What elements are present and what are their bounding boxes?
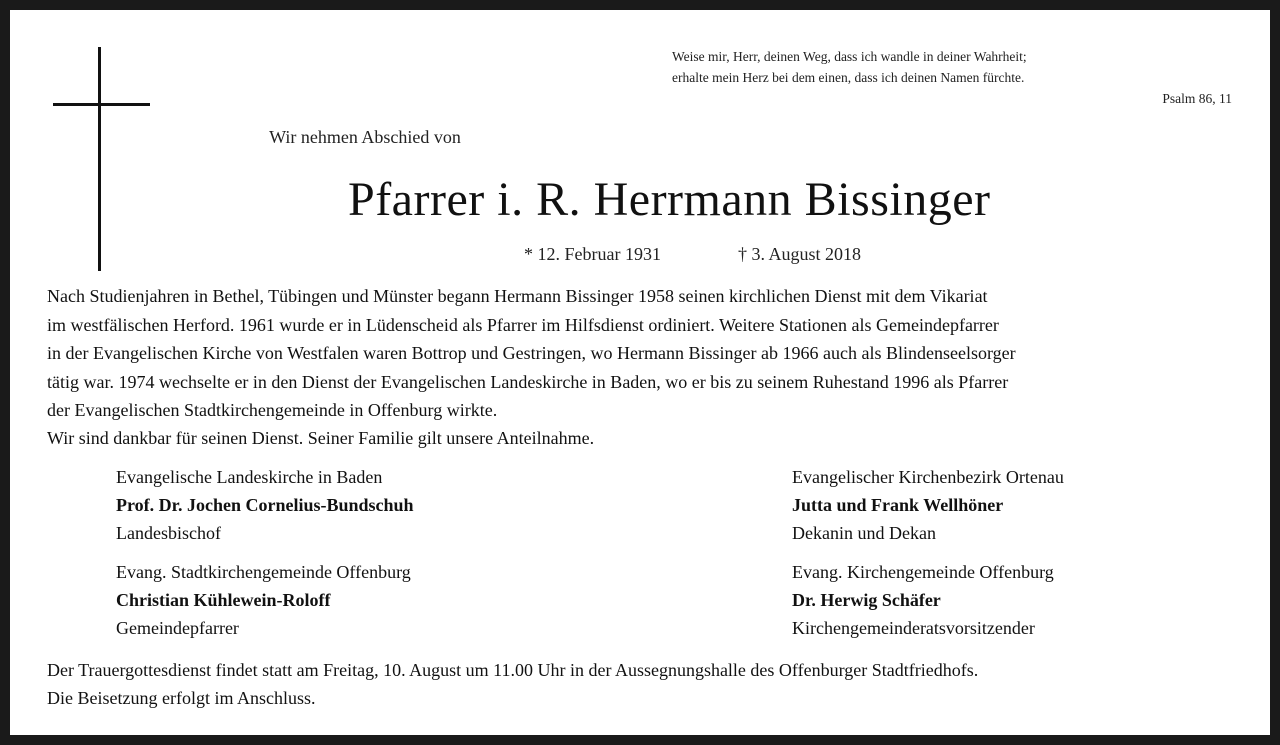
signatory-block [116, 558, 411, 642]
signatory-role: Kirchengemeinderatsvorsitzender [792, 618, 1035, 638]
biography-line: tätig war. 1974 wechselte er in den Dienst der Evangelischen Landeskirche in Baden, wo er bis zu seinem Ruhestand 1996 als Pfarrer [47, 371, 1009, 392]
service-line: Die Beisetzung erfolgt im Anschluss. [47, 688, 316, 708]
birth-date: * 12. Februar 1931 [524, 244, 661, 264]
signatory-role: Gemeindepfarrer [116, 618, 239, 638]
signatory-org: Evang. Kirchengemeinde Offenburg [792, 562, 1054, 582]
deceased-name: Pfarrer i. R. Herrmann Bissinger [348, 173, 991, 226]
biography-line: der Evangelischen Stadtkirchengemeinde in Offenburg wirkte. [47, 400, 498, 420]
intro-text: Wir nehmen Abschied von [269, 127, 461, 147]
signatory-org: Evangelische Landeskirche in Baden [116, 467, 383, 487]
biography-line: Nach Studienjahren in Bethel, Tübingen und Münster begann Hermann Bissinger 1958 seinen kirchlichen Dienst mit dem Vikariat [47, 286, 988, 306]
signatory-block [116, 463, 414, 547]
funeral-service-info [47, 656, 1237, 712]
signatory-org: Evangelischer Kirchenbezirk Ortenau [792, 467, 1064, 487]
cross-icon [98, 47, 101, 271]
biography-line: im westfälischen Herford. 1961 wurde er in Lüdenscheid als Pfarrer im Hilfsdienst ordiniert. Weitere Stationen als Gemeindepfarrer [47, 314, 999, 335]
signatory-block [792, 558, 1054, 642]
signatory-person: Dr. Herwig Schäfer [792, 590, 941, 610]
signatory-role: Dekanin und Dekan [792, 523, 936, 543]
service-line: Der Trauergottesdienst findet statt am Freitag, 10. August um 11.00 Uhr in der Aussegnungshalle des Offenburger Stadtfriedhofs. [47, 660, 979, 680]
death-date: † 3. August 2018 [738, 244, 862, 264]
signatory-person: Prof. Dr. Jochen Cornelius-Bundschuh [116, 495, 414, 515]
signatory-org: Evang. Stadtkirchengemeinde Offenburg [116, 562, 411, 582]
intro-line [10, 127, 1280, 148]
signatory-person: Christian Kühlewein-Roloff [116, 590, 331, 610]
psalm-line-1: Weise mir, Herr, deinen Weg, dass ich wandle in deiner Wahrheit; [672, 49, 1027, 64]
signatory-block [792, 463, 1064, 547]
signatory-person: Jutta und Frank Wellhöner [792, 495, 1004, 515]
thanks-text: Wir sind dankbar für seinen Dienst. Seiner Familie gilt unsere Anteilnahme. [47, 428, 595, 448]
psalm-reference: Psalm 86, 11 [1162, 91, 1232, 106]
signatory-role: Landesbischof [116, 523, 221, 543]
psalm-line-2: erhalte mein Herz bei dem einen, dass ich deinen Namen fürchte. [672, 70, 1025, 85]
obituary-notice [10, 10, 1270, 735]
biography [47, 282, 1237, 425]
cross-icon-bar [53, 103, 150, 106]
biography-line: in der Evangelischen Kirche von Westfalen waren Bottrop und Gestringen, wo Hermann Bissinger ab 1966 auch als Blindenseelsorger [47, 343, 1016, 363]
psalm-quote [672, 46, 1232, 109]
